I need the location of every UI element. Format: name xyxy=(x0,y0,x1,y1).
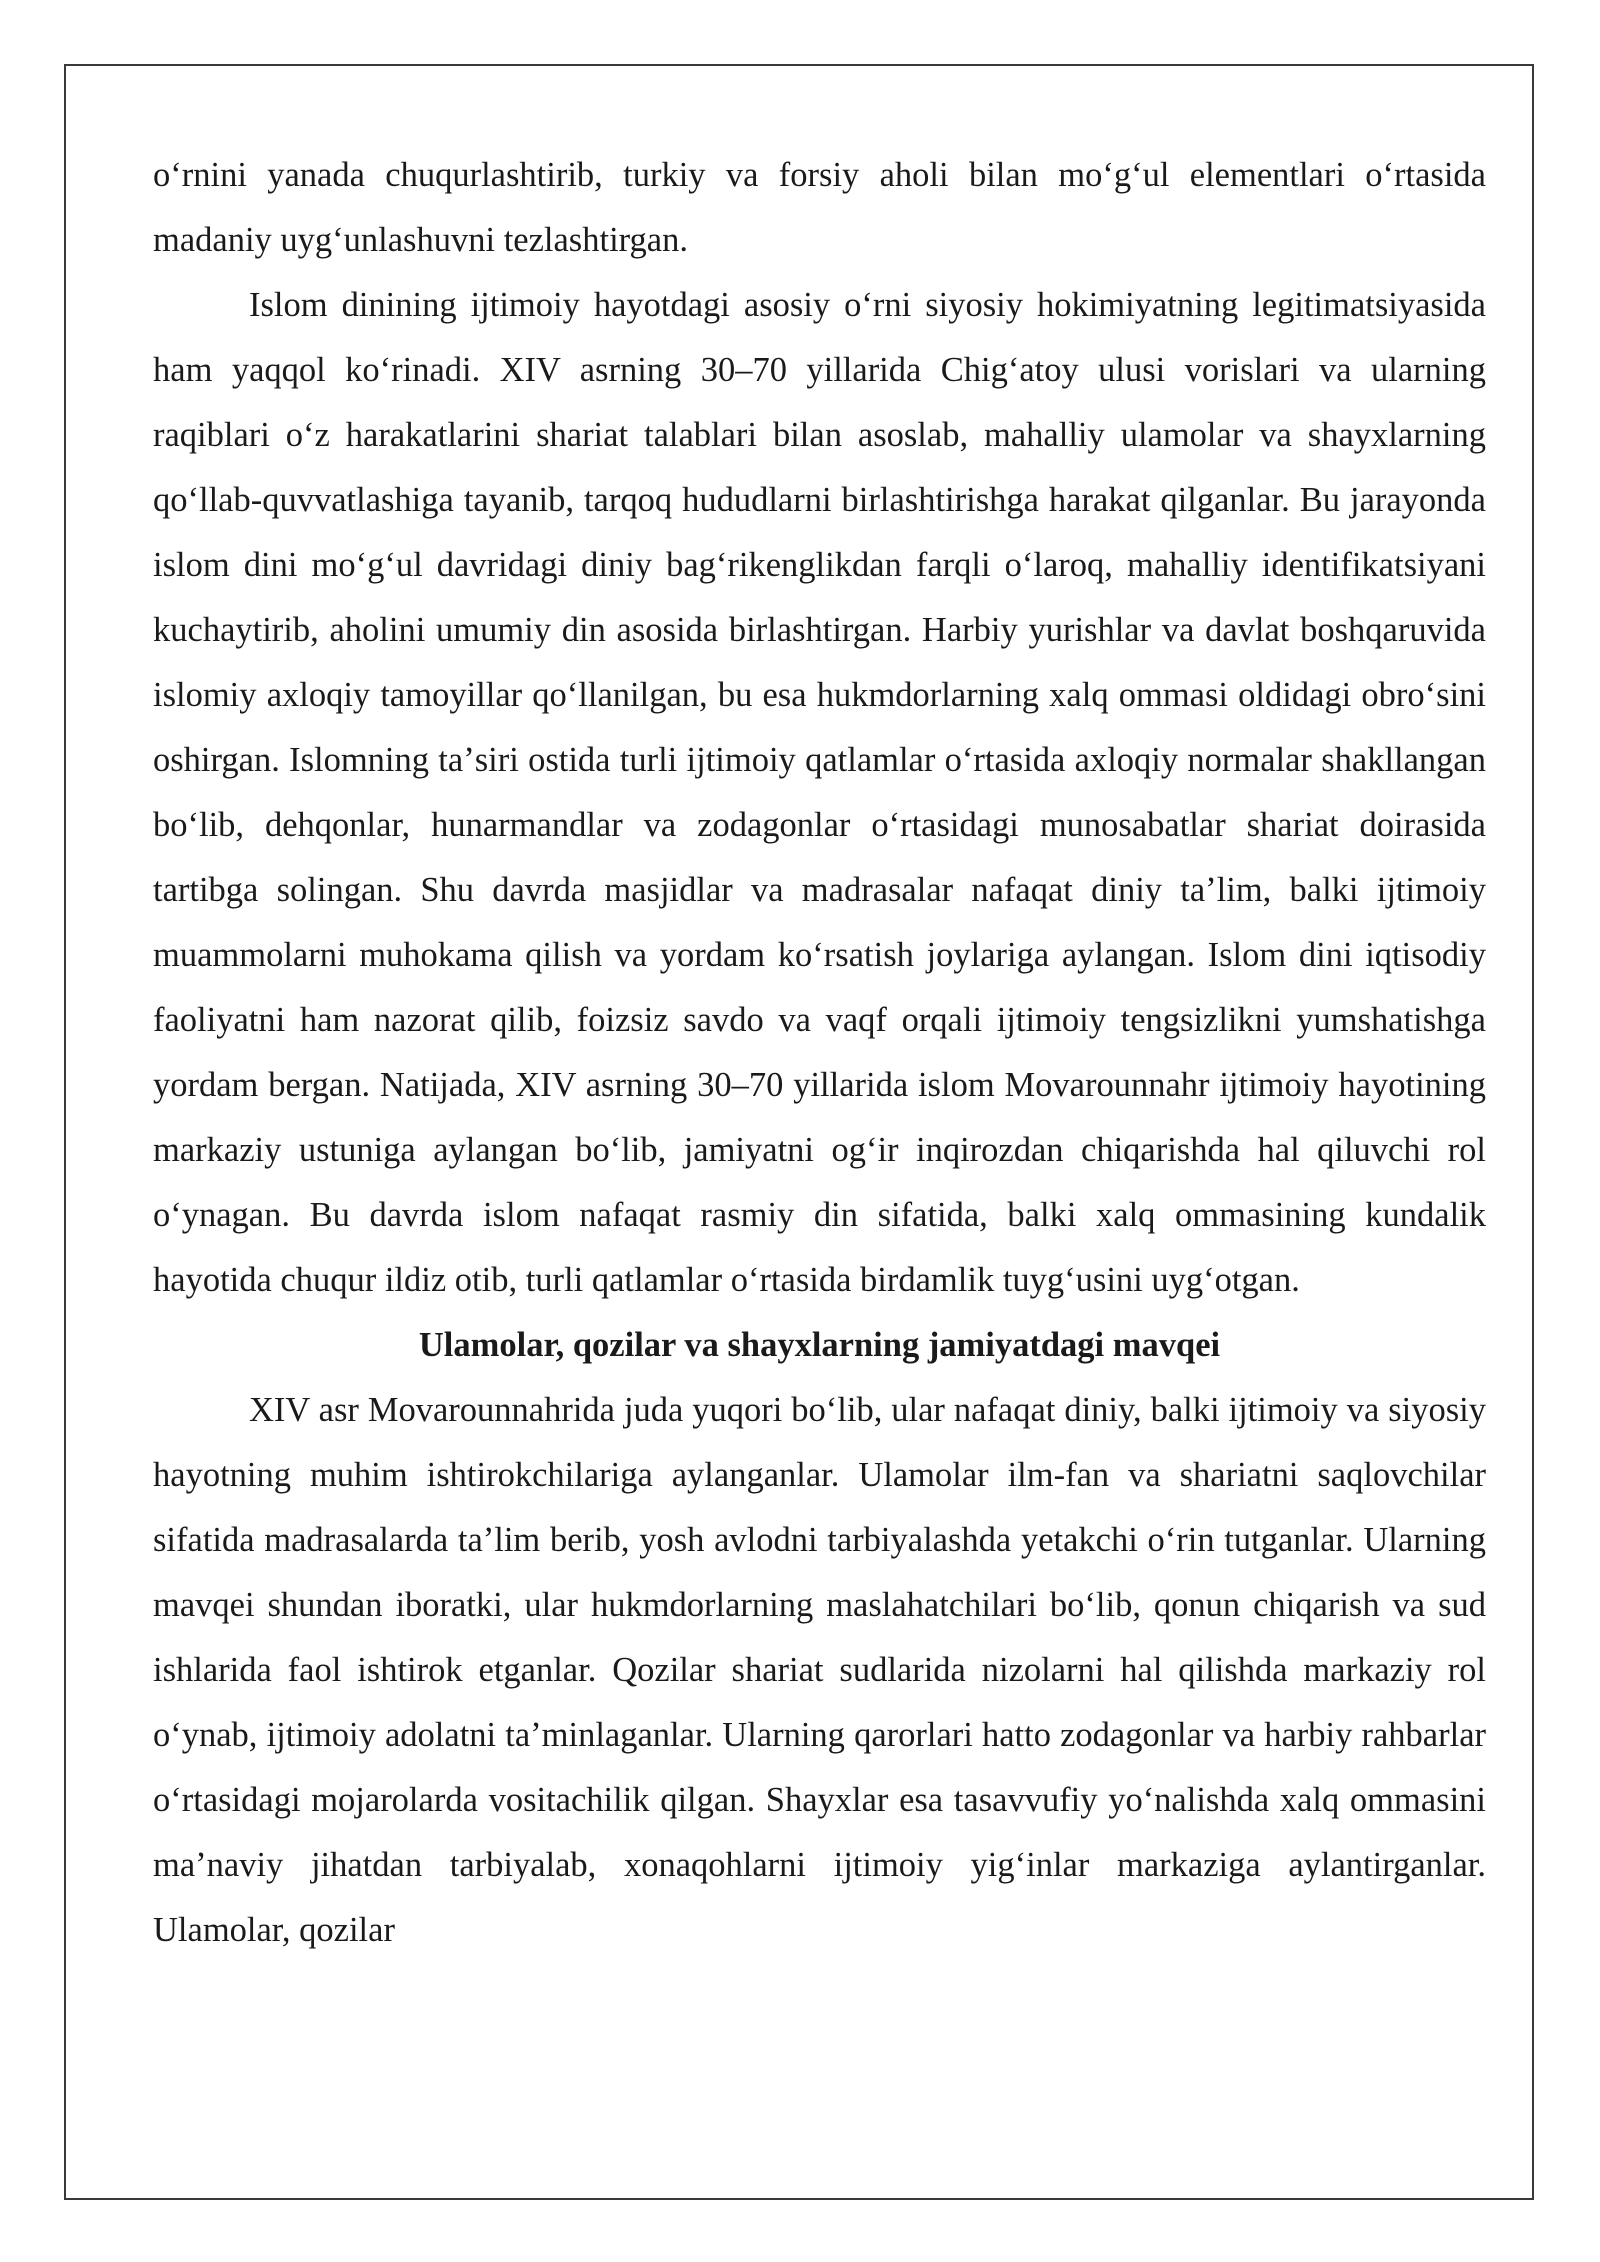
section-heading: Ulamolar, qozilar va shayxlarning jamiyatdagi mavqei xyxy=(418,1326,1221,1364)
paragraph-continuation: oʻrnini yanada chuqurlashtirib, turkiy va forsiy aholi bilan moʻgʻul elementlari oʻrtasida madaniy uygʻunlashuvni tezlashtirgan. xyxy=(153,156,1486,259)
paragraph-islam-role: Islom dinining ijtimoiy hayotdagi asosiy oʻrni siyosiy hokimiyatning legitimatsiyasida ham yaqqol koʻrinadi. XIV asrning 30–70 yillarida Chigʻatoy ulusi vorislari va ularning raqiblari oʻz harakatlarini shariat talablari bilan asoslab, mahalliy ulamolar va shayxlarning qoʻllab-quvvatlashiga tayanib, tarqoq hududlarni birlashtirishga harakat qilganlar. Bu jarayonda islom dini moʻgʻul davridagi diniy bagʻrikenglikdan farqli oʻlaroq, mahalliy identifikatsiyani kuchaytirib, aholini umumiy din asosida birlashtirgan. Harbiy yurishlar va davlat boshqaruvida islomiy axloqiy tamoyillar qoʻllanilgan, bu esa hukmdorlarning xalq ommasi oldidagi obroʻsini oshirgan. Islomning taʼsiri ostida turli ijtimoiy qatlamlar oʻrtasida axloqiy normalar shakllangan boʻlib, dehqonlar, hunarmandlar va zodagonlar oʻrtasidagi munosabatlar shariat doirasida tartibga solingan. Shu davrda masjidlar va madrasalar nafaqat diniy taʼlim, balki ijtimoiy muammolarni muhokama qilish va yordam koʻrsatish joylariga aylangan. Islom dini iqtisodiy faoliyatni ham nazorat qilib, foizsiz savdo va vaqf orqali ijtimoiy tengsizlikni yumshatishga yordam bergan. Natijada, XIV asrning 30–70 yillarida islom Movarounnahr ijtimoiy hayotining markaziy ustuniga aylangan boʻlib, jamiyatni ogʻir inqirozdan chiqarishda hal qiluvchi rol oʻynagan. Bu davrda islom nafaqat rasmiy din sifatida, balki xalq ommasining kundalik hayotida chuqur ildiz otib, turli qatlamlar oʻrtasida birdamlik tuygʻusini uygʻotgan. xyxy=(153,286,1486,1299)
document-body xyxy=(153,143,1486,1963)
paragraph-ulama: XIV asr Movarounnahrida juda yuqori boʻlib, ular nafaqat diniy, balki ijtimoiy va siyosiy hayotning muhim ishtirokchilariga aylanganlar. Ulamolar ilm-fan va shariatni saqlovchilar sifatida madrasalarda taʼlim berib, yosh avlodni tarbiyalashda yetakchi oʻrin tutganlar. Ularning mavqei shundan iboratki, ular hukmdorlarning maslahatchilari boʻlib, qonun chiqarish va sud ishlarida faol ishtirok etganlar. Qozilar shariat sudlarida nizolarni hal qilishda markaziy rol oʻynab, ijtimoiy adolatni taʼminlaganlar. Ularning qarorlari hatto zodagonlar va harbiy rahbarlar oʻrtasidagi mojarolarda vositachilik qilgan. Shayxlar esa tasavvufiy yoʻnalishda xalq ommasini maʼnaviy jihatdan tarbiyalab, xonaqohlarni ijtimoiy yigʻinlar markaziga aylantirganlar. Ulamolar, qozilar xyxy=(153,1391,1486,1949)
